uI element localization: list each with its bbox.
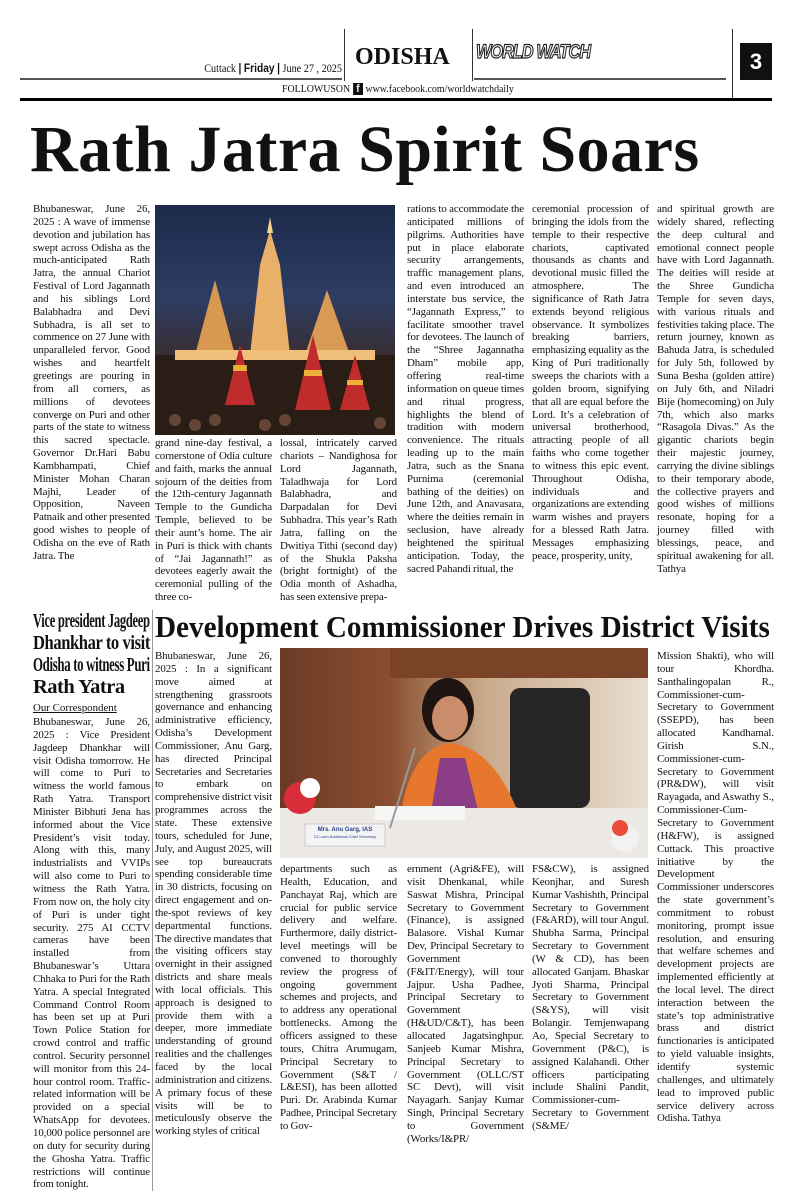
side-story-headline xyxy=(33,610,150,698)
headline-line: Vice president Jagdeep xyxy=(33,610,150,632)
lead-column-5: ceremonial procession of bringing the idols from the temple to their respective chariots, captivated thousands as chants and devotional music filled the atmosphere. The significance of Rath Jatra extends beyond religious observance. It symbolizes breaking barriers, emphasizing equality as the King of Puri traditionally sweeps the chariots with a golden broom, signifying that all are equal before the Lord. It’s a celebration of universal brotherhood, attracting people of all faiths who come together to witness this epic event. Throughout Odisha, individuals and organizations are extending warm wishes and prayers for a blessed Rath Jatra. Messages emphasizing peace, prosperity, unity, xyxy=(532,203,649,562)
header-rule-right xyxy=(474,78,726,80)
lead-column-1: Bhubaneswar, June 26, 2025 : A wave of immense devotion and jubilation has swept across Odisha as the much-anticipated Rath Jatra, the annual Chariot Festival of Lord Jagannath and his siblings Lord Balabhadra and Devi Subhadra, is all set to commence on 27 June with unparalleled fervor. Good wishes and heartfelt greetings are pouring in from all corners, as millions of devotees converge on Puri and other parts of the state to witness this sacred spectacle. Governor Dr.Hari Babu Kambhampati, Chief Minister Mohan Charan Majhi, Leader of Opposition, Naveen Patnaik and other presented good wishes to people of Odisha on the eve of Rath Jatra. The xyxy=(33,203,150,562)
header-rule-left xyxy=(20,78,342,80)
headline-line: Odisha to witness Puri xyxy=(33,654,150,676)
headline-line: Rath Yatra xyxy=(33,676,125,698)
nameplate xyxy=(306,826,384,840)
world-watch-logo: WORLD WATCH xyxy=(476,42,591,63)
dateline: Cuttack | Friday | June 27 , 2025 xyxy=(204,61,342,75)
header-divider xyxy=(344,29,345,81)
byline: Our Correspondent xyxy=(33,702,117,714)
temple-illustration xyxy=(155,205,395,435)
header-divider xyxy=(472,29,473,81)
date: June 27 , 2025 xyxy=(282,61,342,75)
day: Friday xyxy=(243,61,275,75)
lead-column-4: rations to accommodate the anticipated millions of pilgrims. Authorities have put in place elaborate security arrangements, traffic management plans, and even introduced an interstate bus service, the “Jagannath Express,” to facilitate smoother travel for devotees. The launch of the “Shree Jagannatha Dham” mobile app, offering real-time information on queue times and ritual progress, highlights the blend of tradition with modern convenience. The rituals leading up to the main Jatra, such as the Snana Purnima (ceremonial bathing of the deities) on June 12th, and Anavasara, where the deities remain in seclusion, have already heightened the spiritual anticipation. Today, the sacred Pahandi ritual, the xyxy=(407,203,524,575)
sidebar-divider xyxy=(152,610,153,1191)
page-number: 3 xyxy=(740,43,772,80)
headline-line: Dhankhar to visit xyxy=(33,632,150,654)
lead-column-2: grand nine-day festival, a cornerstone of Odia culture and faith, marks the annual sojourn of the deities from the 12th-century Jagannath Temple to the Gundicha Temple, believed to be their aunt’s home. The air in Puri is thick with chants of “Jai Jagannath!” as devotees eagerly await the ceremonial pulling of the three co- xyxy=(155,437,272,604)
edition-label: ODISHA xyxy=(355,44,450,70)
lead-column-3: lossal, intricately carved chariots – Nandighosa for Lord Jagannath, Taladhwaja for Lord Balabhadra, and Darpadalan for Devi Subhadra. This year’s Rath Jatra, falling on the Dwitiya Tithi (second day) of the Shukla Paksha (bright fortnight) of the Odia month of Ashadha, has seen extensive prepa- xyxy=(280,437,397,604)
header-divider xyxy=(732,29,733,99)
social-follow xyxy=(282,83,514,95)
nameplate-title: DC-cum-Additional Chief Secretary xyxy=(313,834,377,839)
development-commissioner-photo xyxy=(280,648,648,858)
lead-column-6: and spiritual growth are widely shared, reflecting the deep cultural and emotional connect people have with Lord Jagannath. The deities will reside at the Shree Gundicha Temple for seven days, with various rituals and festivities taking place. The return journey, known as Bahuda Jatra, is scheduled for July 5th, followed by Suna Besha (golden attire) on July 6th, and Niladri Bije (homecoming) on July 7th, which also marks “Rasagola Divas.” As the gigantic chariots begin their majestic journey, carrying the divine siblings to their temporary abode, the collective prayers and good wishes of millions resonate, hoping for a journey filled with blessings, peace, and spiritual awakening for all. Tathya xyxy=(657,203,774,575)
second-column-3: ernment (Agri&FE), will visit Dhenkanal, while Saswat Mishra, Principal Secretary to Government (Finance), is assigned Balasore. Vishal Kumar Dev, Principal Secretary to Government (F&IT/Energy), will tour Jajpur. Usha Padhee, Principal Secretary to Government (H&UD/C&T), has been allocated Jagatsinghpur. Sanjeeb Kumar Mishra, Principal Secretary to Government (OLLC/ST SC Devt), will visit Nayagarh. Sanjay Kumar Singh, Principal Secretary to Government (Works/I&PR/ xyxy=(407,863,524,1145)
masthead-rule xyxy=(20,98,772,101)
side-story-body: Bhubaneswar, June 26, 2025 : Vice President Jagdeep Dhankhar will visit Odisha tomorrow. He will come to Puri to witness the world famous Rath Yatra. Transport Minister Bibhuti Jena has informed about the Vice President’s visit today. Along with this, many industrialists and VVIPs will also come to Puri to witness the Rath Yatra. From now on, the holy city of Puri is under tight security. 275 AI CCTV cameras have been installed from Bhubaneswar’s Uttara Chhaka to Puri for the Rath Yatra. A special Integrated Command Control Room has been set up at Puri Town Police Station for crowd control and traffic control. Security personnel will monitor from this 24-hour control room. Traffic-related information will be provided on a special WhatsApp for devotees. 10,000 police personnel are on duty for security during the Ghosha Yatra. Traffic restrictions will continue from tonight. xyxy=(33,716,150,1191)
lead-headline: Rath Jatra Spirit Soars xyxy=(30,113,700,186)
second-headline: Development Commissioner Drives District Visits xyxy=(155,609,770,644)
second-column-1: Bhubaneswar, June 26, 2025 : In a significant move aimed at strengthening grassroots governance and enhancing administrative efficiency, Odisha’s Development Commissioner, Anu Garg, has directed Principal Secretaries and Secretaries to embark on comprehensive district visit programmes across the state. These extensive tours, scheduled for June, July, and August 2025, will see top bureaucrats spending considerable time in 30 districts, focusing on direct engagement and on-the-spot reviews of key departmental functions. The directive mandates that the visiting officers stay overnight in their assigned districts and share meals with local officials. This approach is designed to provide them with a deeper, more immediate understanding of ground realities and the challenges faced by the local administration and citizens. A primary focus of these visits will be to meticulously observe the working styles of critical xyxy=(155,650,272,1138)
facebook-icon: f xyxy=(353,83,363,95)
rath-jatra-temple-photo xyxy=(155,205,395,435)
city: Cuttack xyxy=(204,61,236,75)
second-column-2: departments such as Health, Education, and Panchayat Raj, which are crucial for public service delivery and welfare. Furthermore, daily district-level meetings will be convened to thoroughly review the progress of ongoing government schemes and projects, and to address any operational bottlenecks. Among the officers assigned to these tours, Chitra Arumugam, Principal Secretary to Government (S&T / L&ESI), has been allotted Puri. Dr. Arabinda Kumar Padhee, Principal Secretary to Gov- xyxy=(280,863,397,1132)
facebook-link[interactable]: www.facebook.com/worldwatchdaily xyxy=(365,83,514,95)
follow-label: FOLLOWUSON xyxy=(282,83,351,95)
nameplate-name: Mrs. Anu Garg, IAS xyxy=(317,827,373,833)
second-column-4: FS&CW), is assigned Keonjhar, and Suresh Kumar Vashishth, Principal Secretary to Government (F&ARD), will tour Angul. Shubha Sarma, Principal Secretary to Government (W & CD), has been allocated Ganjam. Bhaskar Jyoti Sharma, Principal Secretary to Government (S&YS), will visit Bolangir. Temjenwapang Ao, Special Secretary to Government (P&C), is assigned Kalahandi. Other officers participating include Shalini Pandit, Commissioner-cum-Secretary to Government (S&ME/ xyxy=(532,863,649,1132)
second-column-5: Mission Shakti), who will tour Khordha. Santhalingopalan R., Commissioner-cum-Secretary to Government (SSEPD), has been allocated Kandhamal. Girish S.N., Commissioner-cum-Secretary to Government (PR&DW), will visit Rayagada, and Aswathy S., Commissioner-Cum-Secretary to Government (H&FW), is assigned Cuttack. This proactive initiative by the Development Commissioner underscores the state government’s commitment to robust monitoring, prompt issue resolution, and ensuring that welfare schemes and development projects are implemented efficiently at the local level. The direct interaction between the state’s top administrative brass and district functionaries is anticipated to yield valuable insights, identify systemic challenges, and ultimately lead to improved public service delivery across Odisha. Tathya xyxy=(657,650,774,1125)
